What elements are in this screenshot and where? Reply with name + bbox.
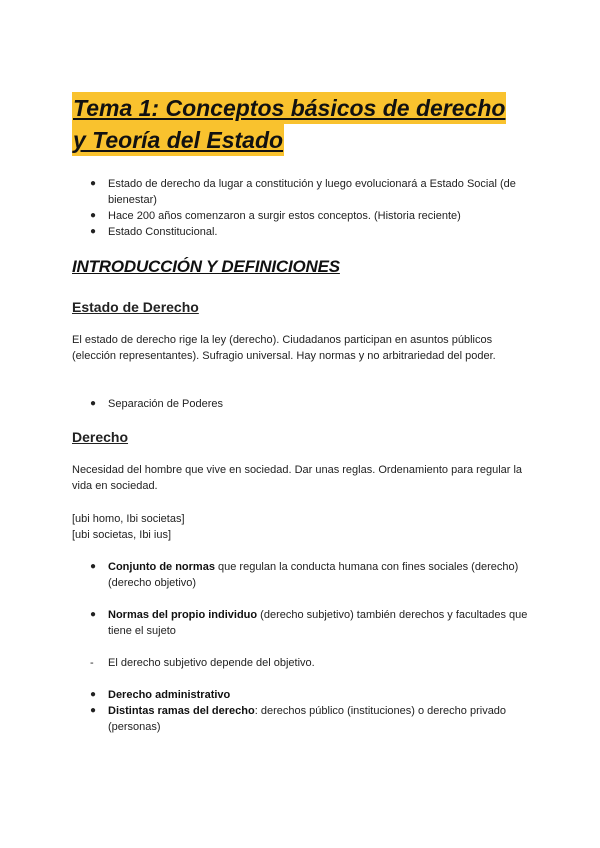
list-item (72, 224, 532, 240)
paragraph-estado-de-derecho: El estado de derecho rige la ley (derecho). Ciudadanos participan en asuntos públicos (elección representantes). Sufragio universal. Hay normas y no arbitrariedad del poder. (72, 334, 496, 362)
title-line-2: y Teoría del Estado (72, 124, 284, 156)
list-item (72, 176, 532, 208)
bullet-icon: ● (90, 609, 97, 620)
document-title (72, 92, 532, 156)
bullet-icon: ● (90, 689, 97, 700)
intro-bullet-list (72, 176, 532, 240)
bullet-icon: ● (90, 178, 97, 189)
list-item-text: Estado de derecho da lugar a constitución y luego evolucionará a Estado Social (de bienestar) (108, 178, 516, 206)
latin-line-1: [ubi homo, Ibi societas] (72, 513, 185, 525)
list-item-bold: Conjunto de normas (108, 561, 215, 573)
bullet-icon: ● (90, 210, 97, 221)
bullet-icon: ● (90, 705, 97, 716)
list-item (72, 655, 532, 671)
section-heading: INTRODUCCIÓN Y DEFINICIONES (72, 257, 340, 276)
subheading-estado-de-derecho: Estado de Derecho (72, 299, 199, 315)
title-line-1: Tema 1: Conceptos básicos de derecho (72, 92, 506, 124)
latin-quote (72, 511, 532, 543)
list-item-bold: Distintas ramas del derecho (108, 705, 255, 717)
list-item (72, 687, 532, 703)
list-item-bold: Derecho administrativo (108, 689, 231, 701)
list-item-text: (derecho subjetivo) también derechos y facultades que tiene el sujeto (108, 609, 528, 637)
dash-icon: - (90, 657, 94, 669)
list-item (72, 607, 532, 639)
bullet-icon: ● (90, 561, 97, 572)
list-item-text: Hace 200 años comenzaron a surgir estos conceptos. (Historia reciente) (108, 210, 461, 222)
ramas-bullet-list (72, 687, 532, 735)
estado-bullet-list (72, 396, 532, 412)
list-item-text: : derechos público (instituciones) o derecho privado (personas) (108, 705, 507, 733)
paragraph-derecho: Necesidad del hombre que vive en sociedad. Dar unas reglas. Ordenamiento para regular la vida en sociedad. (72, 464, 523, 492)
derecho-bullet-list (72, 559, 532, 639)
bullet-icon: ● (90, 226, 97, 237)
bullet-icon: ● (90, 398, 97, 409)
list-item-text: Separación de Poderes (108, 398, 223, 410)
list-item-text: que regulan la conducta humana con fines sociales (derecho) (derecho objetivo) (108, 561, 519, 589)
list-item (72, 703, 532, 735)
list-item (72, 396, 532, 412)
list-item (72, 559, 532, 591)
dash-list (72, 655, 532, 671)
list-item (72, 208, 532, 224)
list-item-text: Estado Constitucional. (108, 226, 218, 238)
subheading-derecho: Derecho (72, 429, 129, 445)
latin-line-2: [ubi societas, Ibi ius] (72, 529, 172, 541)
list-item-text: El derecho subjetivo depende del objetivo. (108, 657, 315, 669)
list-item-bold: Normas del propio individuo (108, 609, 258, 621)
